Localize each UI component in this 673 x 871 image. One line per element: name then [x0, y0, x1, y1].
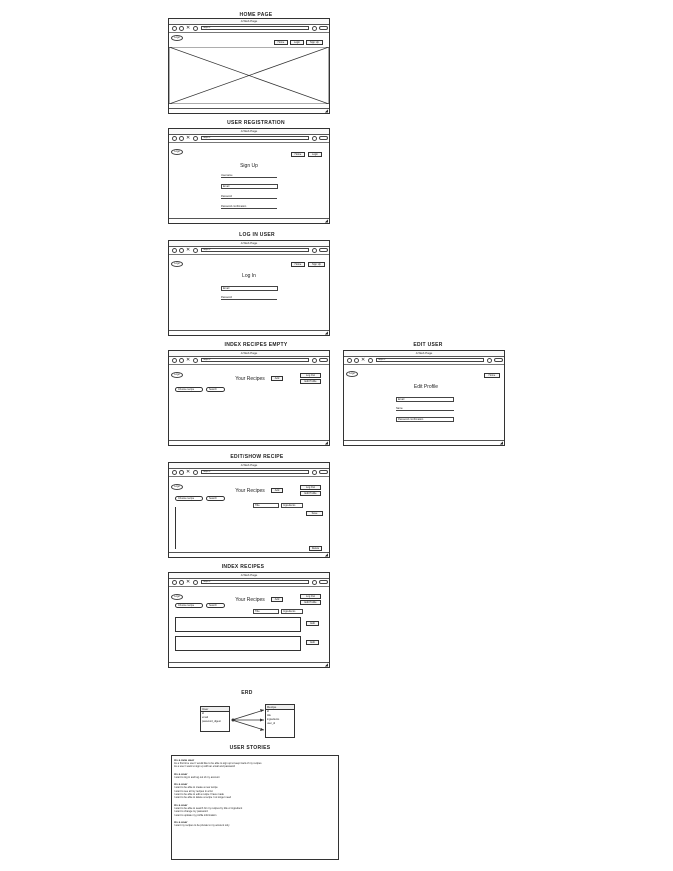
window-title: A Web Page	[169, 19, 329, 25]
browser-nav	[169, 468, 329, 477]
edit-profile-button[interactable]: Edit Profile	[300, 491, 321, 496]
browser-nav	[169, 356, 329, 365]
home-icon[interactable]	[193, 136, 198, 141]
story-heading: As a new user	[174, 758, 195, 762]
search-input[interactable]	[319, 248, 328, 252]
recipe-body-area[interactable]	[175, 507, 176, 549]
save-button[interactable]: Save	[306, 511, 323, 516]
forward-icon[interactable]	[179, 136, 184, 141]
ingredients-field[interactable]: Ingredients	[281, 503, 303, 508]
add-button[interactable]: Add	[271, 488, 283, 493]
logo: Logo	[171, 372, 183, 378]
logo: Logo	[171, 261, 183, 267]
go-icon[interactable]	[312, 26, 317, 31]
wireframe-registration	[168, 128, 330, 224]
close-icon[interactable]: ✕	[186, 356, 191, 363]
url-input[interactable]: https://	[201, 136, 309, 140]
edit-recipe-button[interactable]: Edit	[306, 640, 319, 645]
resize-grip-icon[interactable]: ◢	[499, 440, 503, 445]
search-input[interactable]	[319, 580, 328, 584]
forward-icon[interactable]	[179, 580, 184, 585]
logo: Logo	[171, 594, 183, 600]
forward-icon[interactable]	[179, 248, 184, 253]
caption-user-stories: USER STORIES	[229, 745, 271, 751]
forward-icon[interactable]	[179, 26, 184, 31]
story-line: I want to be able to edit a recipe I have made	[174, 793, 224, 797]
close-icon[interactable]: ✕	[361, 356, 366, 363]
recipe-card[interactable]	[175, 636, 301, 651]
home-button[interactable]: Home	[484, 373, 500, 378]
home-button[interactable]: Home	[291, 262, 305, 267]
password-confirmation-field[interactable]: Password confirmation	[396, 417, 454, 422]
edit-recipe-button[interactable]: Edit	[306, 621, 319, 626]
image-placeholder	[169, 47, 329, 104]
erd-recipe-field: ingredients	[267, 718, 280, 721]
resize-grip-icon[interactable]: ◢	[324, 218, 328, 223]
erd-recipe-field: id	[267, 710, 269, 713]
caption-erd: ERD	[241, 690, 253, 696]
title-field[interactable]: Title	[253, 609, 279, 614]
resize-grip-icon[interactable]: ◢	[324, 552, 328, 557]
logo: Logo	[171, 149, 183, 155]
story-line: I want to be able to search for my recipes by title or ingredient	[174, 806, 243, 810]
back-icon[interactable]	[172, 248, 177, 253]
home-icon[interactable]	[193, 580, 198, 585]
close-icon[interactable]: ✕	[186, 134, 191, 141]
close-icon[interactable]: ✕	[186, 468, 191, 475]
wireframe-index-recipes	[168, 572, 330, 668]
go-icon[interactable]	[312, 248, 317, 253]
search-filter[interactable]: Search	[206, 387, 225, 392]
window-title: A Web Page	[169, 241, 329, 247]
page-title: Your Recipes	[235, 597, 265, 603]
search-filter[interactable]: Search	[206, 603, 225, 608]
password-confirmation-field[interactable]: Password confirmation	[221, 205, 277, 209]
choose-recipe-select[interactable]: Choose recipe	[175, 496, 203, 501]
home-icon[interactable]	[193, 358, 198, 363]
name-field[interactable]: Name	[396, 407, 454, 411]
back-icon[interactable]	[347, 358, 352, 363]
status-bar	[169, 552, 329, 557]
status-bar	[169, 440, 329, 445]
ingredients-field[interactable]: Ingredients	[281, 609, 303, 614]
recipe-card[interactable]	[175, 617, 301, 632]
home-button[interactable]: Home	[291, 152, 305, 157]
login-button[interactable]: Login	[308, 152, 322, 157]
logout-button[interactable]: Log Out	[300, 373, 321, 378]
erd-user-field: id	[202, 712, 204, 715]
go-icon[interactable]	[312, 136, 317, 141]
browser-nav	[344, 356, 504, 365]
story-line: I want my recipes to be private to my account only	[174, 824, 230, 828]
page-title: Your Recipes	[235, 376, 265, 382]
status-bar	[169, 218, 329, 223]
password-field[interactable]: Password	[221, 296, 277, 300]
story-line: I want to see all my recipes in a list	[174, 789, 213, 793]
email-field[interactable]: Email	[396, 397, 454, 402]
signup-button[interactable]: Sign Up	[308, 262, 325, 267]
story-line: I want to be able to create a new recipe	[174, 786, 218, 790]
url-input[interactable]: https://	[201, 358, 309, 362]
logo: Logo	[171, 35, 183, 41]
status-bar	[169, 330, 329, 335]
wireframe-edit-user	[343, 350, 505, 446]
window-title: A Web Page	[169, 463, 329, 469]
erd-recipe-name: Recipe	[266, 705, 294, 710]
story-line: I want to change my password	[174, 810, 208, 814]
delete-button[interactable]: Delete	[309, 546, 322, 551]
logout-button[interactable]: Log Out	[300, 485, 321, 490]
home-icon[interactable]	[368, 358, 373, 363]
wireframe-edit-show	[168, 462, 330, 558]
search-filter[interactable]: Search	[206, 496, 225, 501]
email-field[interactable]: Email	[221, 184, 278, 189]
browser-nav	[169, 578, 329, 587]
add-button[interactable]: Add	[271, 597, 283, 602]
story-line: I want to update my profile information	[174, 813, 217, 817]
window-title: A Web Page	[169, 351, 329, 357]
go-icon[interactable]	[312, 580, 317, 585]
url-input[interactable]: https://	[376, 358, 484, 362]
forward-icon[interactable]	[179, 470, 184, 475]
wireframe-index-empty	[168, 350, 330, 446]
caption-edit-user: EDIT USER	[413, 342, 443, 348]
forward-icon[interactable]	[354, 358, 359, 363]
logo: Logo	[171, 484, 183, 490]
resize-grip-icon[interactable]: ◢	[324, 440, 328, 445]
story-heading: As a user	[174, 771, 188, 776]
logout-button[interactable]: Log Out	[300, 594, 321, 599]
close-icon[interactable]: ✕	[186, 578, 191, 585]
erd-user-field: password_digest	[202, 720, 221, 723]
caption-registration: USER REGISTRATION	[227, 120, 285, 126]
browser-nav	[169, 24, 329, 33]
story-line: As a first time user I would like to be able to sign up to keep track of my recipes	[174, 762, 262, 765]
choose-recipe-select[interactable]: Choose recipe	[175, 387, 203, 392]
status-bar	[169, 108, 329, 113]
login-button[interactable]: Login	[290, 40, 304, 45]
status-bar	[344, 440, 504, 445]
home-icon[interactable]	[193, 248, 198, 253]
story-heading: As a user	[174, 782, 188, 787]
wireframe-login	[168, 240, 330, 336]
logo: Logo	[346, 371, 358, 377]
erd-relation-lines	[230, 706, 266, 736]
caption-index-empty: INDEX RECIPES EMPTY	[224, 342, 288, 348]
window-title: A Web Page	[169, 573, 329, 579]
resize-grip-icon[interactable]: ◢	[324, 330, 328, 335]
resize-grip-icon[interactable]: ◢	[324, 662, 328, 667]
go-icon[interactable]	[312, 470, 317, 475]
search-input[interactable]	[319, 26, 328, 30]
go-icon[interactable]	[312, 358, 317, 363]
erd-recipe-field: user_id	[267, 722, 276, 725]
back-icon[interactable]	[172, 470, 177, 475]
title-field[interactable]: Title	[253, 503, 279, 508]
resize-grip-icon[interactable]: ◢	[324, 108, 328, 113]
story-line: As a user I want to sign up with an email and password	[174, 765, 236, 769]
user-stories-box	[171, 755, 339, 860]
window-title: A Web Page	[169, 129, 329, 135]
search-input[interactable]	[319, 136, 328, 140]
search-input[interactable]	[319, 358, 328, 362]
story-line: I want to log in and log out of my account	[174, 775, 220, 779]
page-title: Sign Up	[240, 163, 258, 169]
close-icon[interactable]: ✕	[186, 246, 191, 253]
page-title: Edit Profile	[413, 384, 439, 390]
back-icon[interactable]	[172, 580, 177, 585]
window-title: A Web Page	[344, 351, 504, 357]
story-heading: As a user	[174, 820, 188, 825]
url-input[interactable]: https://	[201, 26, 309, 30]
url-input[interactable]: https://	[201, 470, 309, 474]
caption-home: HOME PAGE	[239, 12, 273, 18]
home-icon[interactable]	[193, 470, 198, 475]
erd-recipe-table	[265, 704, 295, 738]
erd-recipe-field: title	[267, 714, 271, 717]
forward-icon[interactable]	[179, 358, 184, 363]
edit-profile-button[interactable]: Edit Profile	[300, 379, 321, 384]
home-icon[interactable]	[193, 26, 198, 31]
go-icon[interactable]	[487, 358, 492, 363]
password-field[interactable]: Password	[221, 195, 277, 199]
search-input[interactable]	[494, 358, 503, 362]
caption-login: LOG IN USER	[239, 232, 275, 238]
back-icon[interactable]	[172, 358, 177, 363]
choose-recipe-select[interactable]: Choose recipe	[175, 603, 203, 608]
back-icon[interactable]	[172, 136, 177, 141]
page-title: Your Recipes	[235, 488, 265, 494]
email-field[interactable]: Email	[221, 286, 278, 291]
erd-user-name: User	[201, 707, 229, 712]
wireframe-home	[168, 18, 330, 114]
erd-user-table	[200, 706, 230, 732]
signup-button[interactable]: Sign Up	[306, 40, 323, 45]
page-title: Log In	[242, 273, 256, 279]
caption-edit-show: EDIT/SHOW RECIPE	[230, 454, 284, 460]
edit-profile-button[interactable]: Edit Profile	[300, 600, 321, 605]
erd-user-field: email	[202, 716, 208, 719]
caption-index-recipes: INDEX RECIPES	[221, 564, 265, 570]
home-button[interactable]: Home	[274, 40, 288, 45]
back-icon[interactable]	[172, 26, 177, 31]
status-bar	[169, 662, 329, 667]
url-input[interactable]: https://	[201, 248, 309, 252]
username-field[interactable]: Username	[221, 174, 277, 178]
browser-nav	[169, 246, 329, 255]
close-icon[interactable]: ✕	[186, 24, 191, 31]
add-button[interactable]: Add	[271, 376, 283, 381]
browser-nav	[169, 134, 329, 143]
story-heading: As a user	[174, 802, 188, 807]
search-input[interactable]	[319, 470, 328, 474]
url-input[interactable]: https://	[201, 580, 309, 584]
story-line: I want to be able to delete a recipe I no longer need	[174, 796, 231, 800]
